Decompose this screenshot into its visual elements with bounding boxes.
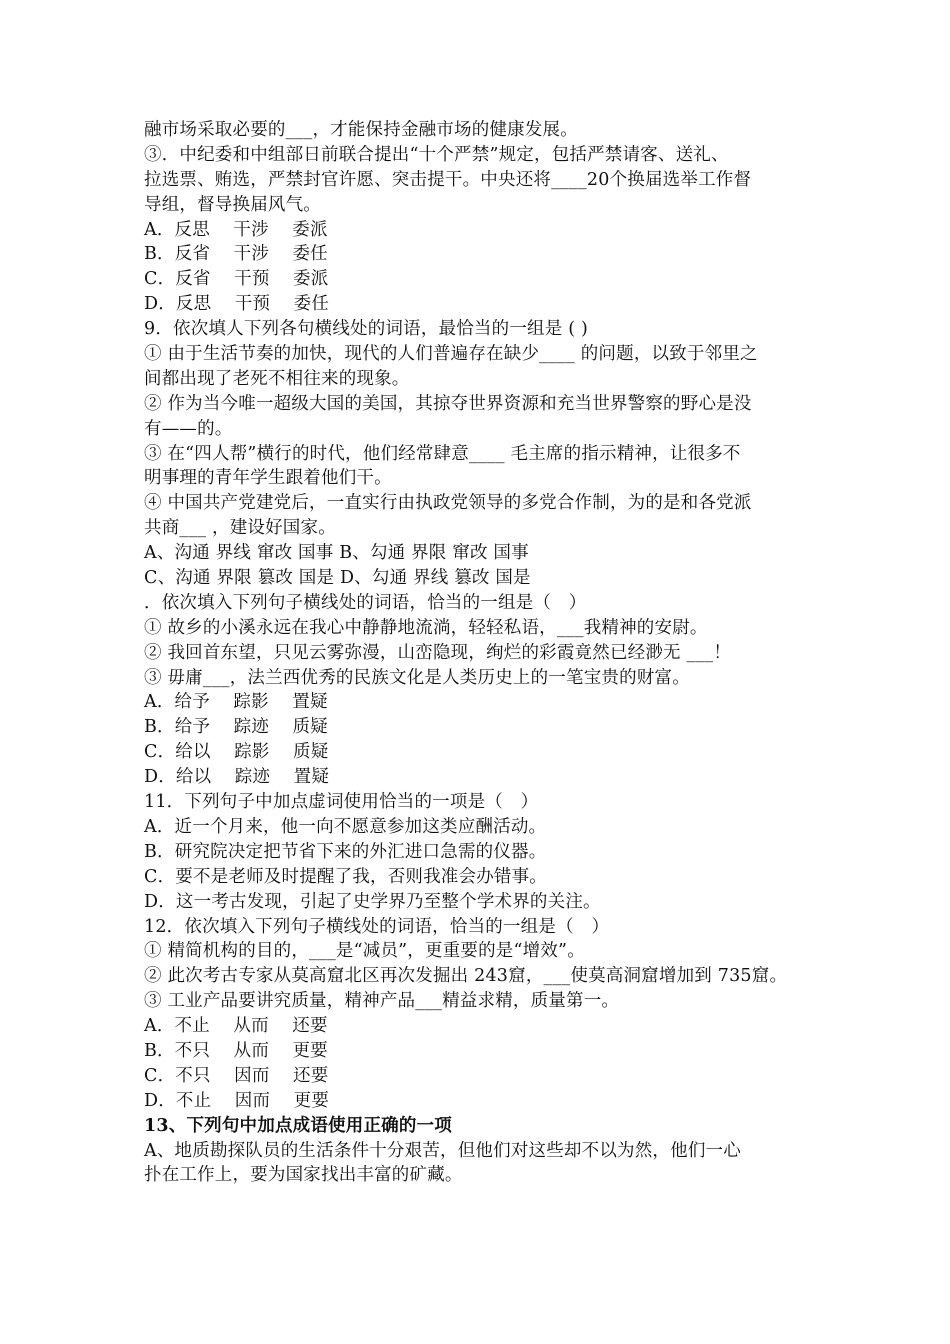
text-line: 融市场采取必要的___，才能保持金融市场的健康发展。 [144, 120, 578, 140]
text-line: ① 故乡的小溪永远在我心中静静地流淌，轻轻私语，___我精神的安尉。 [144, 617, 708, 638]
option-line: D．这一考古发现，引起了史学界乃至整个学术界的关注。 [144, 891, 601, 912]
question-title: ．依次填入下列句子横线处的词语，恰当的一组是（ ） [144, 592, 587, 613]
option-line: A．不止 从而 还要 [144, 1016, 328, 1037]
text-line: ② 此次考古专家从莫高窟北区再次发掘出 243窟，___使莫高洞窟增加到 735窟。 [144, 966, 788, 987]
option-line: C．要不是老师及时提醒了我，否则我准会办错事。 [144, 866, 547, 887]
option-line: A．给予 踪影 置疑 [144, 692, 328, 713]
text-line: ③ 毋庸___，法兰西优秀的民族文化是人类历史上的一笔宝贵的财富。 [144, 667, 690, 688]
question-title: 13、下列句中加点成语使用正确的一项 [144, 1115, 452, 1136]
text-line: 有——的。 [144, 418, 233, 439]
option-line: A．近一个月来，他一向不愿意参加这类应酬活动。 [144, 816, 547, 837]
text-line: 拉选票、贿选，严禁封官许愿、突击提干。中央还将____20个换届选举工作督 [144, 169, 752, 190]
option-line: C．给以 踪影 质疑 [144, 742, 329, 763]
option-line: C．不只 因而 还要 [144, 1065, 329, 1086]
text-line: 明事理的青年学生跟着他们干。 [144, 468, 392, 489]
option-line: A、地质勘探队员的生活条件十分艰苦，但他们对这些却不以为然，他们一心 [144, 1140, 741, 1161]
text-line: ① 由于生活节奏的加快，现代的人们普遍存在缺少____ 的问题，以致于邻里之 [144, 344, 758, 365]
text-line: 导组，督导换届风气。 [144, 194, 321, 215]
text-line: ② 我回首东望，只见云雾弥漫，山峦隐现，绚烂的彩霞竟然已经渺无 ___！ [144, 642, 732, 663]
option-line: B．给予 踪迹 质疑 [144, 717, 328, 738]
option-line: C．反省 干预 委派 [144, 269, 329, 290]
document-body [144, 118, 824, 1188]
text-line: ③ 工业产品要讲究质量，精神产品___精益求精，质量第一。 [144, 991, 620, 1012]
option-line: B．不只 从而 更要 [144, 1040, 328, 1061]
text-line: ③ 在“四人帮”横行的时代，他们经常肆意____ 毛主席的指示精神，让很多不 [144, 443, 741, 464]
option-line: D．不止 因而 更要 [144, 1090, 330, 1111]
question-title: 9．依次填人下列各句横线处的词语，最恰当的一组是 ( ) [144, 319, 589, 340]
text-line: 间都出现了老死不相往来的现象。 [144, 368, 410, 389]
question-title: 12．依次填入下列句子横线处的词语，恰当的一组是（ ） [144, 916, 610, 937]
option-line: D．给以 踪迹 置疑 [144, 767, 330, 788]
option-line: A．反思 干涉 委派 [144, 219, 328, 240]
text-line: ③．中纪委和中组部日前联合提出“十个严禁”规定，包括严禁请客、送礼、 [144, 144, 729, 165]
text-line: ① 精简机构的目的，___是“减员”，更重要的是“增效”。 [144, 941, 585, 962]
text-line: ④ 中国共产党建党后，一直实行由执政党领导的多党合作制，为的是和各党派 [144, 493, 752, 514]
option-line: C、沟通 界限 篡改 国是 D、勾通 界线 篡改 国是 [144, 568, 531, 589]
option-line: A、沟通 界线 窜改 国事 B、勾通 界限 窜改 国事 [144, 543, 529, 564]
text-line: ② 作为当今唯一超级大国的美国，其掠夺世界资源和充当世界警察的野心是没 [144, 393, 752, 414]
option-line: B．研究院决定把节省下来的外汇进口急需的仪器。 [144, 841, 547, 862]
option-line: D．反思 干预 委任 [144, 294, 330, 315]
text-line: 共商___ ，建设好国家。 [144, 518, 336, 539]
text-line: 扑在工作上，要为国家找出丰富的矿藏。 [144, 1165, 463, 1186]
option-line: B．反省 干涉 委任 [144, 244, 328, 265]
question-title: 11．下列句子中加点虚词使用恰当的一项是（ ） [144, 792, 539, 813]
